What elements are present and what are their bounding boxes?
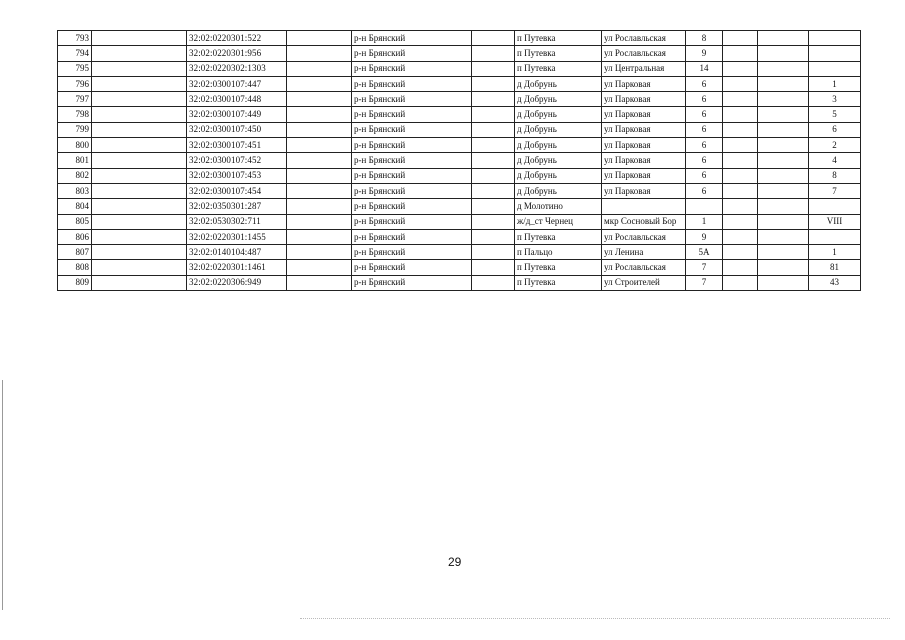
house-number-cell: 1	[686, 214, 723, 229]
empty-cell	[723, 168, 758, 183]
empty-cell	[472, 76, 515, 91]
street-cell: ул Центральная	[602, 61, 686, 76]
scan-artifact-line	[300, 618, 890, 620]
street-cell	[602, 199, 686, 214]
empty-cell	[723, 61, 758, 76]
row-number-cell: 802	[58, 168, 92, 183]
row-number-cell: 800	[58, 138, 92, 153]
empty-cell	[92, 214, 187, 229]
house-number-cell: 8	[686, 31, 723, 46]
empty-cell	[758, 275, 809, 290]
district-cell: р-н Брянский	[352, 31, 472, 46]
locality-cell: п Путевка	[515, 61, 602, 76]
table-row	[58, 138, 861, 153]
empty-cell	[92, 76, 187, 91]
house-number-cell: 6	[686, 183, 723, 198]
empty-cell	[758, 214, 809, 229]
apartment-number-cell: 4	[809, 153, 861, 168]
empty-cell	[723, 245, 758, 260]
empty-cell	[758, 183, 809, 198]
row-number-cell: 805	[58, 214, 92, 229]
apartment-number-cell: 1	[809, 76, 861, 91]
table-row	[58, 76, 861, 91]
locality-cell: д Добрунь	[515, 168, 602, 183]
empty-cell	[758, 31, 809, 46]
street-cell: ул Рославльская	[602, 46, 686, 61]
table-row	[58, 61, 861, 76]
empty-cell	[723, 214, 758, 229]
street-cell: ул Парковая	[602, 153, 686, 168]
empty-cell	[472, 46, 515, 61]
apartment-number-cell: 6	[809, 122, 861, 137]
empty-cell	[758, 76, 809, 91]
house-number-cell: 9	[686, 46, 723, 61]
empty-cell	[758, 168, 809, 183]
apartment-number-cell	[809, 46, 861, 61]
district-cell: р-н Брянский	[352, 92, 472, 107]
empty-cell	[472, 92, 515, 107]
empty-cell	[92, 183, 187, 198]
empty-cell	[472, 260, 515, 275]
district-cell: р-н Брянский	[352, 260, 472, 275]
district-cell: р-н Брянский	[352, 76, 472, 91]
empty-cell	[472, 183, 515, 198]
row-number-cell: 796	[58, 76, 92, 91]
empty-cell	[92, 92, 187, 107]
street-cell: ул Ленина	[602, 245, 686, 260]
apartment-number-cell	[809, 61, 861, 76]
cadastral-number-cell: 32:02:0220301:1455	[187, 229, 287, 244]
empty-cell	[723, 275, 758, 290]
empty-cell	[287, 275, 352, 290]
empty-cell	[472, 168, 515, 183]
district-cell: р-н Брянский	[352, 183, 472, 198]
cadastral-number-cell: 32:02:0300107:453	[187, 168, 287, 183]
street-cell: ул Парковая	[602, 183, 686, 198]
street-cell: ул Рославльская	[602, 31, 686, 46]
apartment-number-cell	[809, 229, 861, 244]
empty-cell	[92, 168, 187, 183]
empty-cell	[287, 31, 352, 46]
apartment-number-cell: 81	[809, 260, 861, 275]
row-number-cell: 804	[58, 199, 92, 214]
empty-cell	[287, 183, 352, 198]
house-number-cell: 6	[686, 107, 723, 122]
street-cell: ул Строителей	[602, 275, 686, 290]
house-number-cell: 6	[686, 153, 723, 168]
empty-cell	[92, 61, 187, 76]
table-row	[58, 168, 861, 183]
row-number-cell: 798	[58, 107, 92, 122]
table-row	[58, 275, 861, 290]
apartment-number-cell: VIII	[809, 214, 861, 229]
cadastral-number-cell: 32:02:0530302:711	[187, 214, 287, 229]
table-row	[58, 92, 861, 107]
row-number-cell: 806	[58, 229, 92, 244]
table-row	[58, 214, 861, 229]
empty-cell	[723, 92, 758, 107]
apartment-number-cell: 1	[809, 245, 861, 260]
locality-cell: д Добрунь	[515, 153, 602, 168]
locality-cell: п Пальцо	[515, 245, 602, 260]
table-row	[58, 122, 861, 137]
empty-cell	[723, 199, 758, 214]
empty-cell	[758, 229, 809, 244]
district-cell: р-н Брянский	[352, 107, 472, 122]
house-number-cell	[686, 199, 723, 214]
empty-cell	[92, 138, 187, 153]
cadastral-number-cell: 32:02:0300107:448	[187, 92, 287, 107]
empty-cell	[92, 245, 187, 260]
row-number-cell: 801	[58, 153, 92, 168]
apartment-number-cell: 8	[809, 168, 861, 183]
empty-cell	[723, 153, 758, 168]
cadastral-number-cell: 32:02:0300107:449	[187, 107, 287, 122]
empty-cell	[758, 107, 809, 122]
district-cell: р-н Брянский	[352, 61, 472, 76]
locality-cell: д Молотино	[515, 199, 602, 214]
locality-cell: д Добрунь	[515, 183, 602, 198]
page-number: 29	[448, 555, 462, 569]
empty-cell	[92, 229, 187, 244]
cadastral-number-cell: 32:02:0300107:450	[187, 122, 287, 137]
cadastral-number-cell: 32:02:0300107:454	[187, 183, 287, 198]
apartment-number-cell	[809, 199, 861, 214]
empty-cell	[723, 183, 758, 198]
apartment-number-cell	[809, 31, 861, 46]
empty-cell	[758, 46, 809, 61]
empty-cell	[287, 153, 352, 168]
table-row	[58, 245, 861, 260]
locality-cell: п Путевка	[515, 229, 602, 244]
row-number-cell: 794	[58, 46, 92, 61]
empty-cell	[723, 229, 758, 244]
street-cell: ул Рославльская	[602, 260, 686, 275]
empty-cell	[758, 199, 809, 214]
table-row	[58, 107, 861, 122]
street-cell: ул Парковая	[602, 138, 686, 153]
cadastral-number-cell: 32:02:0300107:447	[187, 76, 287, 91]
empty-cell	[472, 153, 515, 168]
empty-cell	[287, 107, 352, 122]
empty-cell	[287, 260, 352, 275]
row-number-cell: 809	[58, 275, 92, 290]
apartment-number-cell: 2	[809, 138, 861, 153]
locality-cell: д Добрунь	[515, 138, 602, 153]
street-cell: ул Парковая	[602, 168, 686, 183]
table-row	[58, 229, 861, 244]
empty-cell	[472, 275, 515, 290]
empty-cell	[472, 245, 515, 260]
apartment-number-cell: 5	[809, 107, 861, 122]
street-cell: ул Рославльская	[602, 229, 686, 244]
locality-cell: п Путевка	[515, 260, 602, 275]
cadastral-number-cell: 32:02:0300107:451	[187, 138, 287, 153]
empty-cell	[287, 229, 352, 244]
district-cell: р-н Брянский	[352, 199, 472, 214]
cadastral-number-cell: 32:02:0220301:522	[187, 31, 287, 46]
locality-cell: п Путевка	[515, 46, 602, 61]
empty-cell	[92, 275, 187, 290]
house-number-cell: 5А	[686, 245, 723, 260]
house-number-cell: 6	[686, 76, 723, 91]
district-cell: р-н Брянский	[352, 214, 472, 229]
cadastral-number-cell: 32:02:0220306:949	[187, 275, 287, 290]
cadastral-number-cell: 32:02:0140104:487	[187, 245, 287, 260]
district-cell: р-н Брянский	[352, 245, 472, 260]
empty-cell	[723, 76, 758, 91]
empty-cell	[287, 122, 352, 137]
district-cell: р-н Брянский	[352, 138, 472, 153]
locality-cell: д Добрунь	[515, 122, 602, 137]
street-cell: ул Парковая	[602, 92, 686, 107]
empty-cell	[723, 31, 758, 46]
district-cell: р-н Брянский	[352, 153, 472, 168]
empty-cell	[287, 168, 352, 183]
empty-cell	[287, 46, 352, 61]
empty-cell	[472, 61, 515, 76]
locality-cell: п Путевка	[515, 31, 602, 46]
apartment-number-cell: 7	[809, 183, 861, 198]
street-cell: ул Парковая	[602, 107, 686, 122]
empty-cell	[92, 153, 187, 168]
table-body	[58, 31, 861, 291]
empty-cell	[287, 214, 352, 229]
empty-cell	[758, 138, 809, 153]
apartment-number-cell: 3	[809, 92, 861, 107]
house-number-cell: 7	[686, 275, 723, 290]
empty-cell	[723, 138, 758, 153]
house-number-cell: 6	[686, 122, 723, 137]
cadastral-number-cell: 32:02:0350301:287	[187, 199, 287, 214]
scan-edge-line	[2, 380, 3, 610]
row-number-cell: 793	[58, 31, 92, 46]
empty-cell	[92, 260, 187, 275]
house-number-cell: 9	[686, 229, 723, 244]
house-number-cell: 14	[686, 61, 723, 76]
locality-cell: д Добрунь	[515, 92, 602, 107]
empty-cell	[472, 214, 515, 229]
empty-cell	[758, 122, 809, 137]
empty-cell	[287, 61, 352, 76]
district-cell: р-н Брянский	[352, 168, 472, 183]
house-number-cell: 6	[686, 138, 723, 153]
empty-cell	[472, 122, 515, 137]
district-cell: р-н Брянский	[352, 46, 472, 61]
empty-cell	[723, 122, 758, 137]
locality-cell: д Добрунь	[515, 76, 602, 91]
empty-cell	[758, 260, 809, 275]
empty-cell	[287, 138, 352, 153]
table-row	[58, 183, 861, 198]
apartment-number-cell: 43	[809, 275, 861, 290]
empty-cell	[472, 199, 515, 214]
district-cell: р-н Брянский	[352, 229, 472, 244]
records-table	[57, 30, 861, 291]
empty-cell	[472, 31, 515, 46]
street-cell: ул Парковая	[602, 122, 686, 137]
cadastral-number-cell: 32:02:0220302:1303	[187, 61, 287, 76]
empty-cell	[287, 199, 352, 214]
district-cell: р-н Брянский	[352, 275, 472, 290]
locality-cell: п Путевка	[515, 275, 602, 290]
empty-cell	[287, 92, 352, 107]
cadastral-number-cell: 32:02:0220301:956	[187, 46, 287, 61]
empty-cell	[92, 122, 187, 137]
empty-cell	[723, 260, 758, 275]
row-number-cell: 807	[58, 245, 92, 260]
table-row	[58, 31, 861, 46]
locality-cell: ж/д_ст Чернец	[515, 214, 602, 229]
table-row	[58, 46, 861, 61]
row-number-cell: 797	[58, 92, 92, 107]
table-row	[58, 153, 861, 168]
row-number-cell: 808	[58, 260, 92, 275]
house-number-cell: 6	[686, 92, 723, 107]
empty-cell	[472, 138, 515, 153]
table-row	[58, 260, 861, 275]
empty-cell	[92, 199, 187, 214]
district-cell: р-н Брянский	[352, 122, 472, 137]
empty-cell	[472, 107, 515, 122]
house-number-cell: 7	[686, 260, 723, 275]
empty-cell	[758, 92, 809, 107]
row-number-cell: 803	[58, 183, 92, 198]
street-cell: ул Парковая	[602, 76, 686, 91]
empty-cell	[92, 31, 187, 46]
locality-cell: д Добрунь	[515, 107, 602, 122]
cadastral-number-cell: 32:02:0300107:452	[187, 153, 287, 168]
table-row	[58, 199, 861, 214]
house-number-cell: 6	[686, 168, 723, 183]
empty-cell	[723, 107, 758, 122]
empty-cell	[758, 61, 809, 76]
empty-cell	[92, 107, 187, 122]
row-number-cell: 795	[58, 61, 92, 76]
empty-cell	[758, 245, 809, 260]
cadastral-number-cell: 32:02:0220301:1461	[187, 260, 287, 275]
empty-cell	[723, 46, 758, 61]
empty-cell	[287, 76, 352, 91]
street-cell: мкр Сосновый Бор	[602, 214, 686, 229]
empty-cell	[92, 46, 187, 61]
empty-cell	[758, 153, 809, 168]
empty-cell	[287, 245, 352, 260]
empty-cell	[472, 229, 515, 244]
row-number-cell: 799	[58, 122, 92, 137]
